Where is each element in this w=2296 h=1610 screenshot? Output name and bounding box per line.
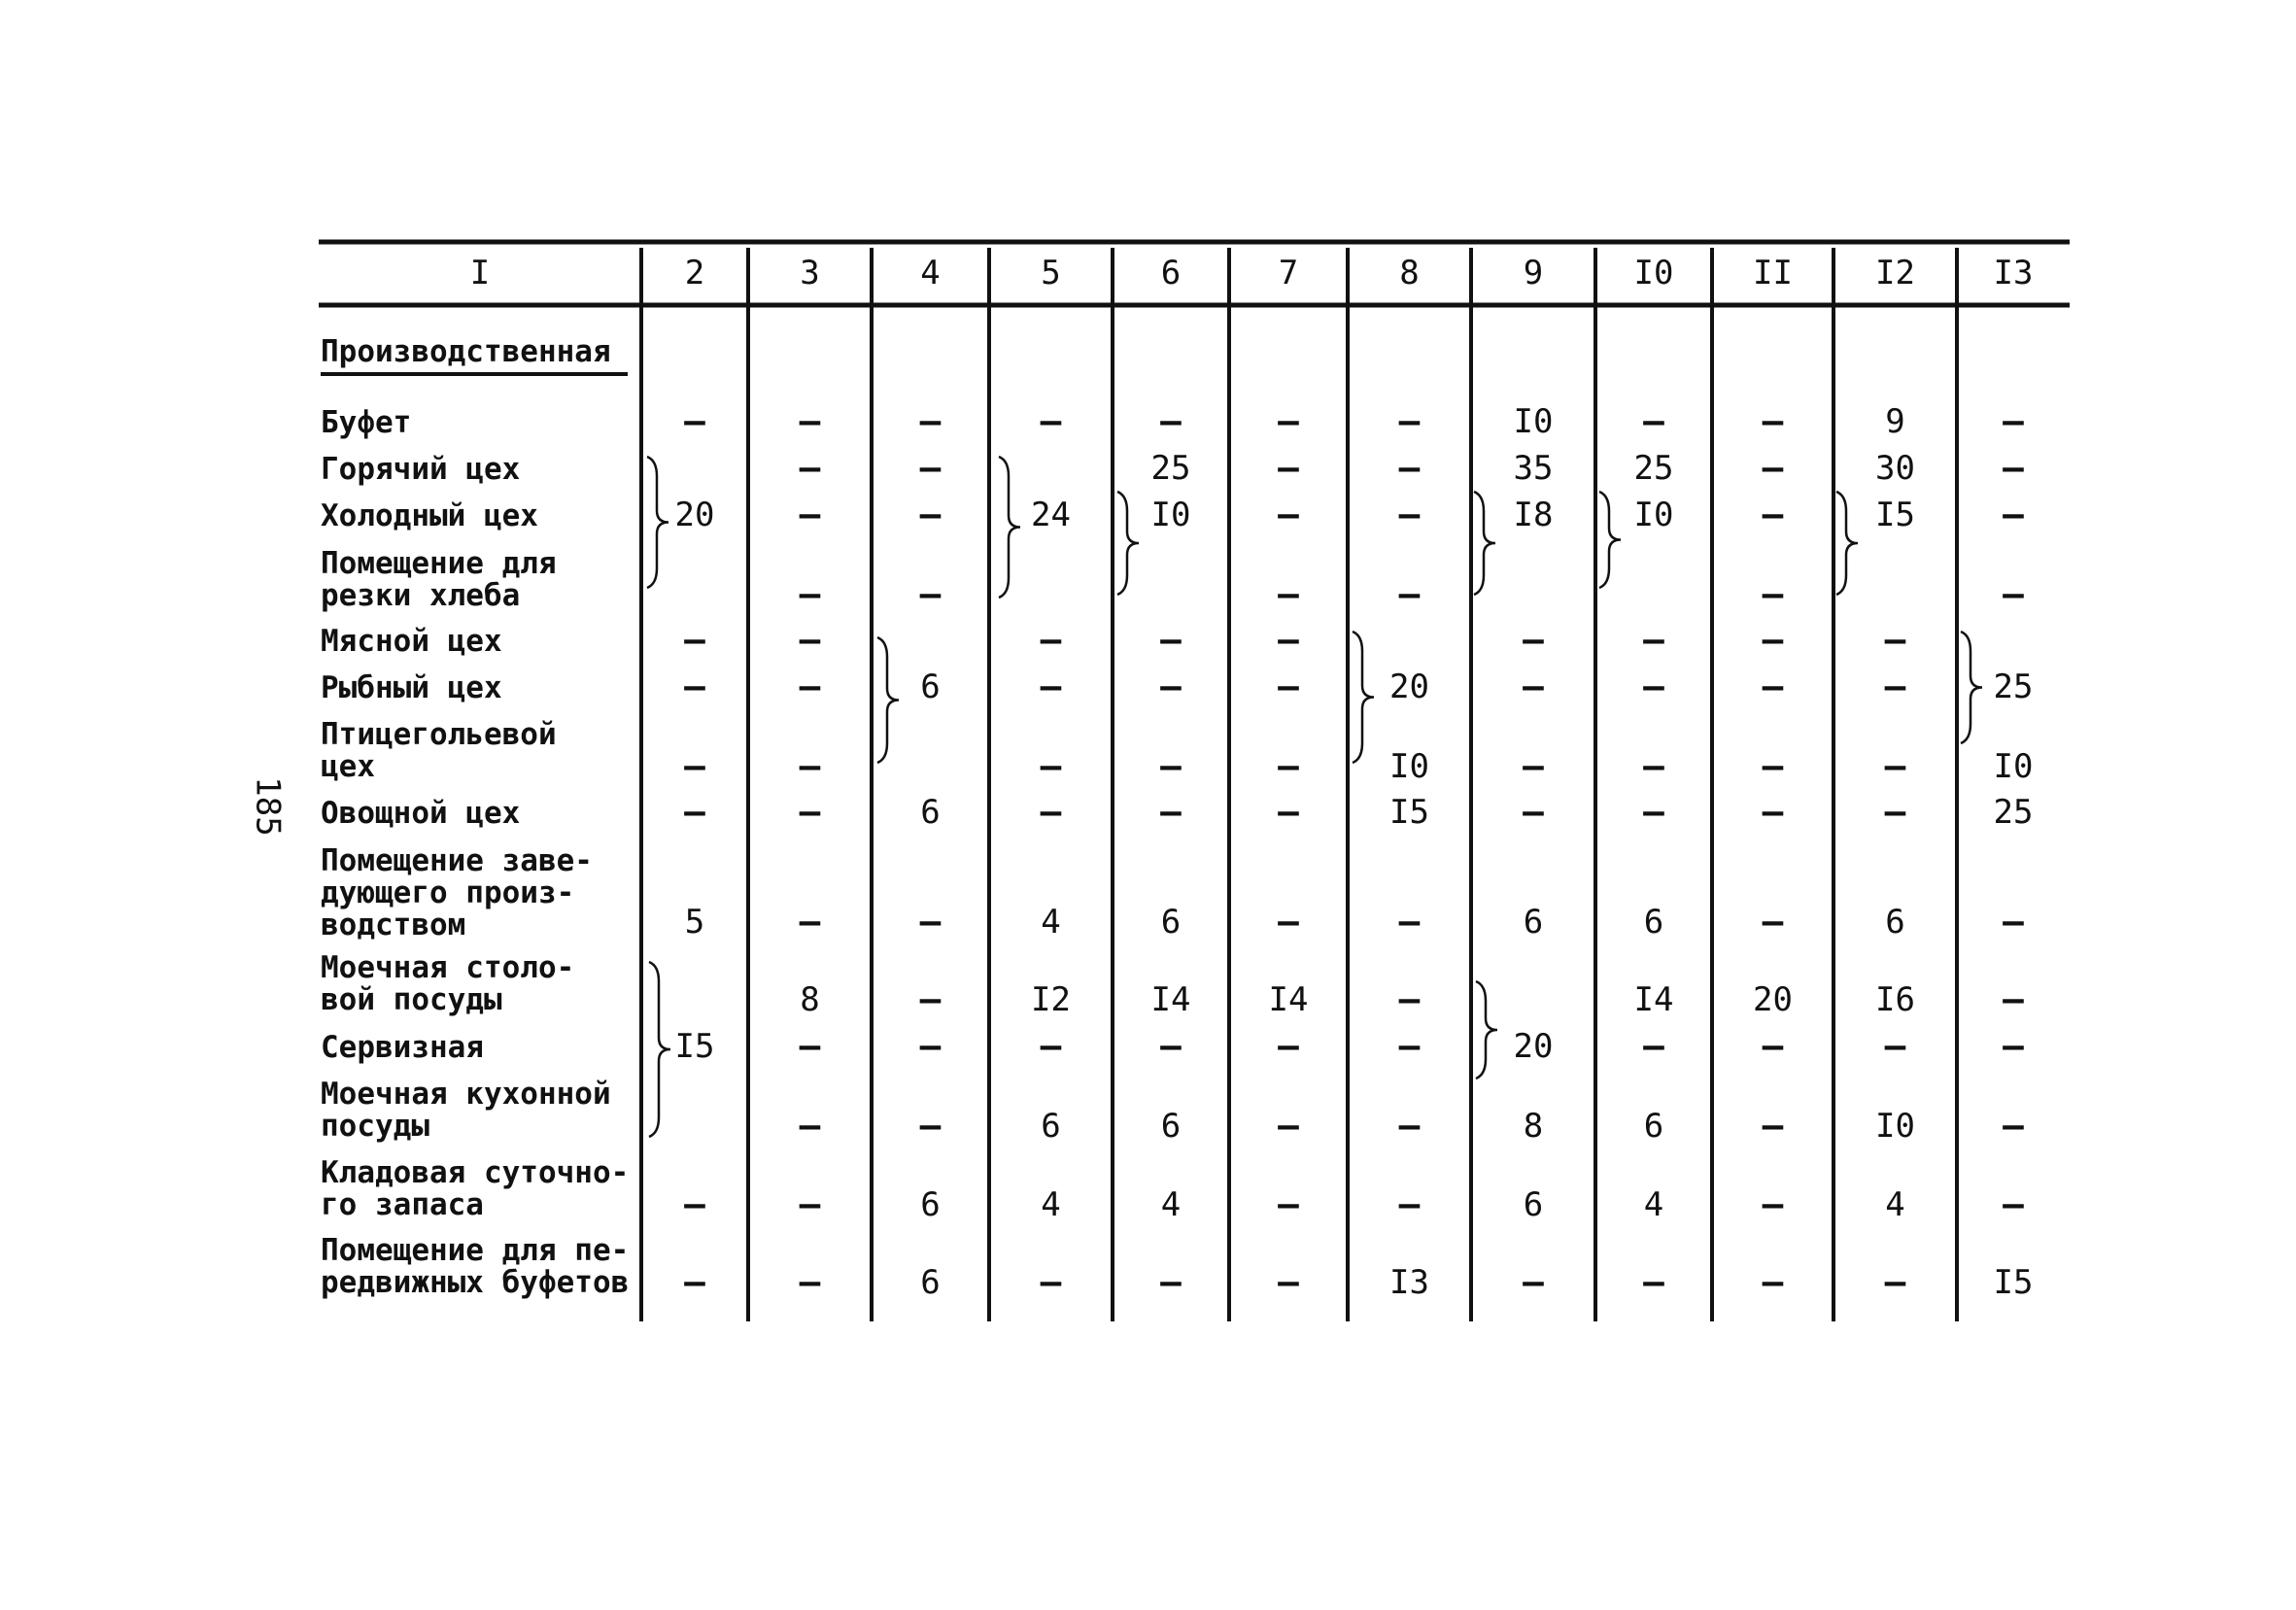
column-header-1: I bbox=[469, 254, 491, 292]
cell-dash: – bbox=[2003, 574, 2024, 614]
cell-dash: – bbox=[1884, 667, 1906, 706]
cell-dash: – bbox=[1278, 902, 1299, 942]
cell-value: 4 bbox=[1643, 1185, 1664, 1224]
column-header-9: 9 bbox=[1523, 254, 1544, 292]
cell-value: 6 bbox=[1885, 903, 1905, 942]
cell-dash: – bbox=[1278, 1262, 1299, 1302]
cell-value: 6 bbox=[920, 1263, 941, 1302]
cell-dash: – bbox=[2003, 448, 2024, 488]
cell-value: I4 bbox=[1633, 980, 1674, 1019]
row-label: Холодный цех bbox=[321, 498, 538, 533]
cell-dash: – bbox=[1160, 792, 1182, 832]
cell-value: 8 bbox=[800, 980, 820, 1019]
cell-dash: – bbox=[1643, 1262, 1664, 1302]
cell-dash: – bbox=[799, 667, 821, 706]
column-header-4: 4 bbox=[920, 254, 941, 292]
cell-value: 6 bbox=[1160, 1107, 1182, 1146]
cell-dash: – bbox=[1040, 792, 1062, 832]
row-label: Моечная кухонной bbox=[321, 1077, 611, 1112]
cell-dash: – bbox=[1278, 1026, 1299, 1066]
row-label: Помещение для пе- bbox=[321, 1233, 630, 1268]
cell-value: I6 bbox=[1875, 980, 1915, 1019]
cell-value: 25 bbox=[1150, 449, 1191, 488]
row-label: цех bbox=[321, 749, 375, 784]
cell-dash: – bbox=[1762, 401, 1784, 441]
cell-dash: – bbox=[1040, 620, 1062, 660]
cell-value: I5 bbox=[1875, 496, 1915, 534]
column-header-10: I0 bbox=[1633, 254, 1674, 292]
cell-dash: – bbox=[1643, 792, 1664, 832]
row-label: посуды bbox=[321, 1109, 429, 1144]
row-label: Птицегольевой bbox=[321, 717, 557, 752]
cell-dash: – bbox=[1762, 902, 1784, 942]
row-label: дующего произ- bbox=[321, 875, 575, 910]
cell-value: 20 bbox=[674, 496, 715, 534]
cell-value: I8 bbox=[1513, 496, 1554, 534]
cell-dash: – bbox=[1160, 620, 1182, 660]
cell-dash: – bbox=[1884, 746, 1906, 786]
cell-dash: – bbox=[684, 401, 705, 441]
cell-dash: – bbox=[1523, 746, 1544, 786]
cell-dash: – bbox=[1398, 1026, 1421, 1066]
cell-value: 20 bbox=[1513, 1027, 1554, 1066]
cell-dash: – bbox=[1160, 401, 1182, 441]
cell-value: I2 bbox=[1031, 980, 1071, 1019]
cell-dash: – bbox=[1040, 1262, 1062, 1302]
cell-value: 6 bbox=[920, 793, 941, 832]
cell-dash: – bbox=[919, 448, 942, 488]
cell-dash: – bbox=[1398, 401, 1421, 441]
cell-dash: – bbox=[1762, 1262, 1784, 1302]
row-label: Горячий цех bbox=[321, 452, 521, 487]
cell-dash: – bbox=[1278, 792, 1299, 832]
cell-dash: – bbox=[1278, 746, 1299, 786]
cell-dash: – bbox=[919, 1026, 942, 1066]
cell-value: 25 bbox=[1633, 449, 1674, 488]
cell-dash: – bbox=[919, 979, 942, 1019]
cell-dash: – bbox=[1040, 667, 1062, 706]
cell-dash: – bbox=[1278, 574, 1299, 614]
group-brace bbox=[877, 637, 899, 763]
cell-dash: – bbox=[1278, 620, 1299, 660]
cell-dash: – bbox=[684, 620, 705, 660]
cell-dash: – bbox=[1884, 620, 1906, 660]
cell-dash: – bbox=[1762, 1106, 1784, 1146]
cell-value: 5 bbox=[684, 903, 705, 942]
cell-dash: – bbox=[1398, 495, 1421, 534]
row-label: водством bbox=[321, 908, 466, 942]
row-label: Рыбный цех bbox=[321, 670, 502, 705]
cell-value: I4 bbox=[1268, 980, 1309, 1019]
cell-value: 25 bbox=[1993, 793, 2034, 832]
cell-value: 6 bbox=[920, 1185, 941, 1224]
cell-dash: – bbox=[799, 495, 821, 534]
cell-dash: – bbox=[1040, 1026, 1062, 1066]
page-number: 185 bbox=[248, 776, 288, 837]
cell-value: I0 bbox=[1875, 1107, 1915, 1146]
cell-dash: – bbox=[919, 574, 942, 614]
cell-dash: – bbox=[799, 401, 821, 441]
cell-dash: – bbox=[1278, 401, 1299, 441]
cell-value: I0 bbox=[1633, 496, 1674, 534]
cell-dash: – bbox=[799, 902, 821, 942]
cell-dash: – bbox=[1762, 746, 1784, 786]
cell-dash: – bbox=[1398, 979, 1421, 1019]
cell-dash: – bbox=[1762, 495, 1784, 534]
cell-dash: – bbox=[799, 1184, 821, 1224]
cell-dash: – bbox=[1040, 746, 1062, 786]
cell-value: I3 bbox=[1389, 1263, 1429, 1302]
cell-value: I5 bbox=[1389, 793, 1429, 832]
cell-dash: – bbox=[1160, 1262, 1182, 1302]
column-header-6: 6 bbox=[1160, 254, 1182, 292]
group-brace bbox=[647, 457, 668, 588]
cell-dash: – bbox=[684, 1262, 705, 1302]
section-heading: Производственная bbox=[321, 334, 611, 369]
cell-dash: – bbox=[919, 495, 942, 534]
column-header-7: 7 bbox=[1278, 254, 1299, 292]
cell-value: 24 bbox=[1031, 496, 1071, 534]
cell-value: 35 bbox=[1513, 449, 1554, 488]
row-label: Помещение для bbox=[321, 546, 557, 581]
cell-value: 4 bbox=[1041, 903, 1061, 942]
cell-dash: – bbox=[799, 1262, 821, 1302]
cell-value: 6 bbox=[1160, 903, 1182, 942]
row-label: Буфет bbox=[321, 405, 412, 440]
cell-dash: – bbox=[1643, 746, 1664, 786]
cell-value: 6 bbox=[1523, 903, 1544, 942]
cell-dash: – bbox=[1398, 1106, 1421, 1146]
cell-dash: – bbox=[1643, 620, 1664, 660]
group-brace bbox=[649, 962, 670, 1137]
group-brace bbox=[1353, 632, 1374, 763]
cell-value: 4 bbox=[1041, 1185, 1061, 1224]
cell-dash: – bbox=[799, 574, 821, 614]
row-label: Сервизная bbox=[321, 1030, 484, 1065]
cell-dash: – bbox=[1278, 448, 1299, 488]
cell-dash: – bbox=[1523, 667, 1544, 706]
cell-dash: – bbox=[1398, 902, 1421, 942]
cell-dash: – bbox=[799, 746, 821, 786]
row-label: Кладовая суточно- bbox=[321, 1155, 630, 1190]
cell-dash: – bbox=[1762, 667, 1784, 706]
cell-value: 6 bbox=[1523, 1185, 1544, 1224]
group-brace bbox=[1961, 632, 1982, 743]
cell-value: 30 bbox=[1875, 449, 1915, 488]
cell-dash: – bbox=[2003, 1026, 2024, 1066]
group-brace bbox=[1836, 492, 1858, 595]
cell-value: I5 bbox=[1993, 1263, 2034, 1302]
row-label: редвижных буфетов bbox=[321, 1265, 630, 1300]
cell-value: I4 bbox=[1150, 980, 1191, 1019]
cell-value: 20 bbox=[1753, 980, 1793, 1019]
cell-dash: – bbox=[1523, 792, 1544, 832]
cell-value: I0 bbox=[1389, 747, 1429, 786]
cell-dash: – bbox=[1160, 667, 1182, 706]
cell-value: 4 bbox=[1885, 1185, 1905, 1224]
column-header-12: I2 bbox=[1875, 254, 1915, 292]
cell-dash: – bbox=[1398, 448, 1421, 488]
cell-dash: – bbox=[1278, 667, 1299, 706]
cell-dash: – bbox=[1278, 1184, 1299, 1224]
cell-dash: – bbox=[684, 746, 705, 786]
cell-dash: – bbox=[1523, 620, 1544, 660]
group-brace bbox=[1117, 492, 1139, 595]
column-header-11: II bbox=[1753, 254, 1793, 292]
cell-dash: – bbox=[1762, 1026, 1784, 1066]
cell-dash: – bbox=[1643, 1026, 1664, 1066]
cell-dash: – bbox=[1762, 574, 1784, 614]
column-header-2: 2 bbox=[684, 254, 705, 292]
row-label: вой посуды bbox=[321, 982, 502, 1017]
row-label: Мясной цех bbox=[321, 624, 502, 659]
cell-dash: – bbox=[1398, 1184, 1421, 1224]
cell-dash: – bbox=[799, 1106, 821, 1146]
cell-dash: – bbox=[1643, 667, 1664, 706]
column-header-13: I3 bbox=[1993, 254, 2034, 292]
cell-dash: – bbox=[2003, 495, 2024, 534]
cell-value: 6 bbox=[1643, 903, 1664, 942]
column-header-8: 8 bbox=[1399, 254, 1420, 292]
cell-value: I0 bbox=[1993, 747, 2034, 786]
cell-dash: – bbox=[1762, 792, 1784, 832]
cell-value: 6 bbox=[1643, 1107, 1664, 1146]
cell-dash: – bbox=[1523, 1262, 1544, 1302]
cell-dash: – bbox=[2003, 401, 2024, 441]
cell-dash: – bbox=[1160, 1026, 1182, 1066]
row-label: Помещение заве- bbox=[321, 843, 593, 878]
cell-dash: – bbox=[1884, 1026, 1906, 1066]
cell-value: 25 bbox=[1993, 668, 2034, 706]
cell-value: 9 bbox=[1885, 402, 1905, 441]
cell-value: 20 bbox=[1389, 668, 1429, 706]
cell-dash: – bbox=[1762, 1184, 1784, 1224]
row-label: Моечная столо- bbox=[321, 950, 575, 985]
cell-dash: – bbox=[1160, 746, 1182, 786]
row-label: резки хлеба bbox=[321, 578, 521, 613]
group-brace bbox=[999, 457, 1020, 598]
cell-dash: – bbox=[919, 401, 942, 441]
cell-dash: – bbox=[799, 792, 821, 832]
cell-dash: – bbox=[684, 1184, 705, 1224]
cell-dash: – bbox=[799, 1026, 821, 1066]
cell-dash: – bbox=[799, 620, 821, 660]
group-brace bbox=[1599, 492, 1621, 588]
cell-value: 6 bbox=[920, 668, 941, 706]
cell-dash: – bbox=[2003, 979, 2024, 1019]
cell-dash: – bbox=[2003, 1106, 2024, 1146]
cell-dash: – bbox=[919, 902, 942, 942]
column-header-3: 3 bbox=[800, 254, 820, 292]
cell-value: I5 bbox=[674, 1027, 715, 1066]
cell-dash: – bbox=[684, 792, 705, 832]
cell-value: 4 bbox=[1160, 1185, 1182, 1224]
cell-value: I0 bbox=[1150, 496, 1191, 534]
cell-dash: – bbox=[1762, 620, 1784, 660]
cell-value: I0 bbox=[1513, 402, 1554, 441]
cell-dash: – bbox=[2003, 902, 2024, 942]
cell-dash: – bbox=[1643, 401, 1664, 441]
cell-dash: – bbox=[684, 667, 705, 706]
row-label: го запаса bbox=[321, 1187, 484, 1222]
cell-dash: – bbox=[1398, 574, 1421, 614]
group-brace bbox=[1476, 981, 1497, 1079]
cell-dash: – bbox=[1762, 448, 1784, 488]
cell-dash: – bbox=[799, 448, 821, 488]
cell-dash: – bbox=[1884, 1262, 1906, 1302]
cell-dash: – bbox=[2003, 1184, 2024, 1224]
group-brace bbox=[1474, 492, 1495, 595]
cell-value: 8 bbox=[1523, 1107, 1544, 1146]
cell-dash: – bbox=[1278, 1106, 1299, 1146]
cell-dash: – bbox=[1040, 401, 1062, 441]
cell-value: 6 bbox=[1041, 1107, 1061, 1146]
cell-dash: – bbox=[1884, 792, 1906, 832]
column-header-5: 5 bbox=[1041, 254, 1061, 292]
cell-dash: – bbox=[919, 1106, 942, 1146]
row-label: Овощной цех bbox=[321, 796, 521, 831]
cell-dash: – bbox=[1278, 495, 1299, 534]
